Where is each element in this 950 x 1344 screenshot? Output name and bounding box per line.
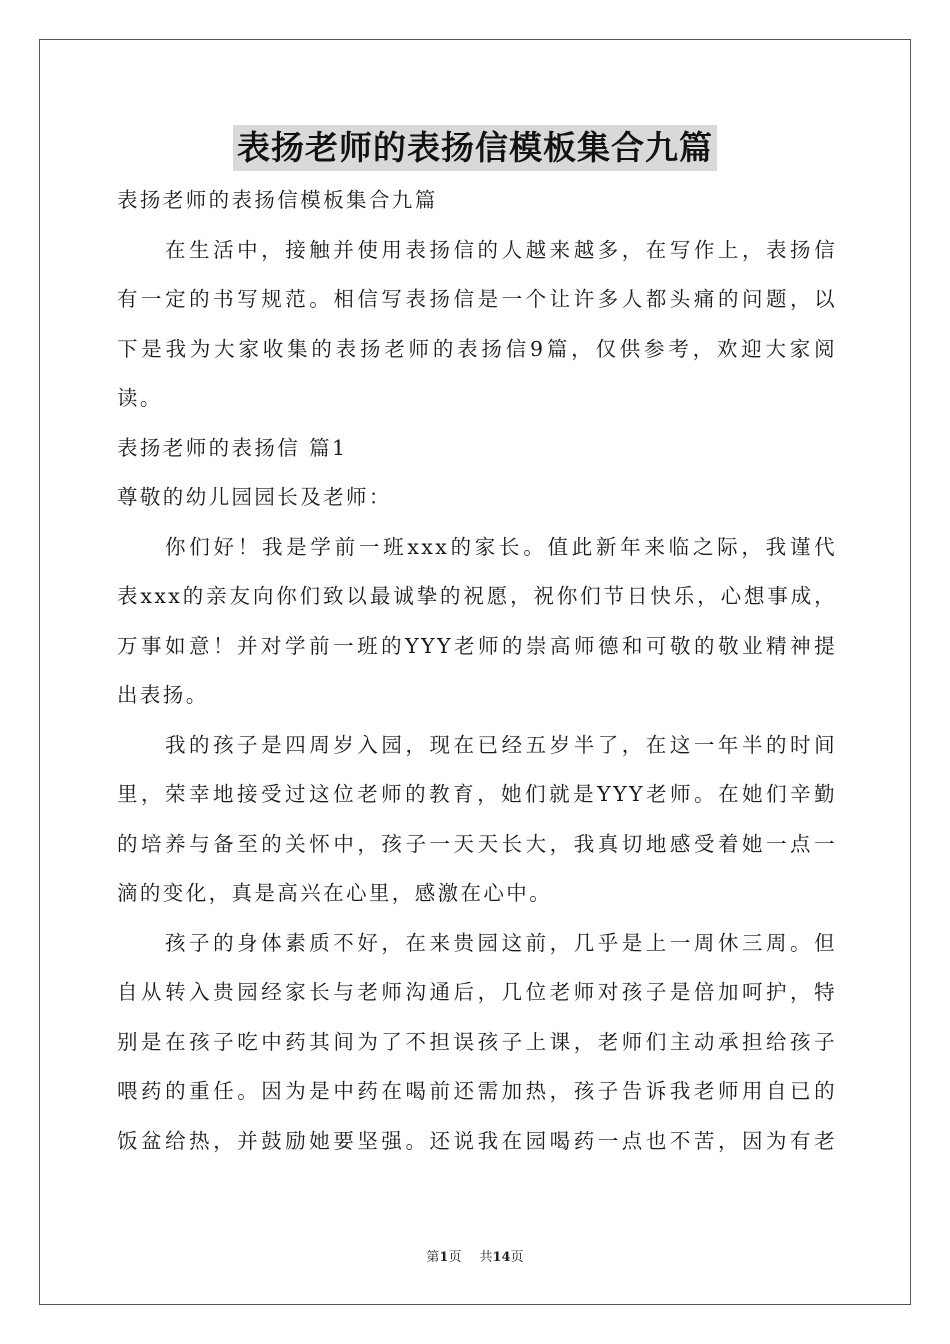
footer-total-prefix: 共 <box>479 1250 493 1265</box>
document-title: 表扬老师的表扬信模板集合九篇 <box>233 125 717 171</box>
text-line: 下是我为大家收集的表扬老师的表扬信9篇，仅供参考，欢迎大家阅 <box>117 336 837 361</box>
document-title-wrap <box>0 125 950 171</box>
text-line: 出表扬。 <box>117 683 209 707</box>
text-line: 表扬老师的表扬信模板集合九篇 <box>117 188 438 212</box>
text-line: 读。 <box>117 386 163 410</box>
text-line: 表扬老师的表扬信 篇1 <box>117 435 348 460</box>
footer-page-suffix: 页 <box>448 1250 462 1265</box>
text-line: 表xxx的亲友向你们致以最诚挚的祝愿，祝你们节日快乐，心想事成， <box>117 584 837 608</box>
text-line: 喂药的重任。因为是中药在喝前还需加热，孩子告诉我老师用自已的 <box>117 1079 837 1103</box>
text-line: 的培养与备至的关怀中，孩子一天天长大，我真切地感受着她一点一 <box>117 831 837 856</box>
footer-page-prefix: 第 <box>426 1250 440 1265</box>
text-line: 你们好！我是学前一班xxx的家长。值此新年来临之际，我谨代 <box>165 534 837 559</box>
text-line: 孩子的身体素质不好，在来贵园这前，几乎是上一周休三周。但 <box>165 930 837 955</box>
text-line: 尊敬的幼儿园园长及老师： <box>117 485 392 509</box>
text-line: 我的孩子是四周岁入园，现在已经五岁半了，在这一年半的时间 <box>165 732 837 757</box>
text-line: 里，荣幸地接受过这位老师的教育，她们就是YYY老师。在她们辛勤 <box>117 782 837 806</box>
footer-page-number: 1 <box>439 1250 449 1265</box>
footer-total-suffix: 页 <box>510 1250 524 1265</box>
document-body <box>117 176 837 1166</box>
text-line: 在生活中，接触并使用表扬信的人越来越多，在写作上，表扬信 <box>165 237 837 262</box>
text-line: 饭盆给热，并鼓励她要坚强。还说我在园喝药一点也不苦，因为有老 <box>117 1128 837 1153</box>
text-line: 万事如意！并对学前一班的YYY老师的崇高师德和可敬的敬业精神提 <box>117 633 837 658</box>
text-line: 滴的变化，真是高兴在心里，感激在心中。 <box>117 881 553 905</box>
footer-total-pages: 14 <box>492 1250 511 1265</box>
page-footer <box>0 1246 950 1265</box>
text-line: 有一定的书写规范。相信写表扬信是一个让许多人都头痛的问题，以 <box>117 287 837 311</box>
text-line: 别是在孩子吃中药其间为了不担误孩子上课，老师们主动承担给孩子 <box>117 1029 837 1054</box>
text-line: 自从转入贵园经家长与老师沟通后，几位老师对孩子是倍加呵护，特 <box>117 980 837 1004</box>
